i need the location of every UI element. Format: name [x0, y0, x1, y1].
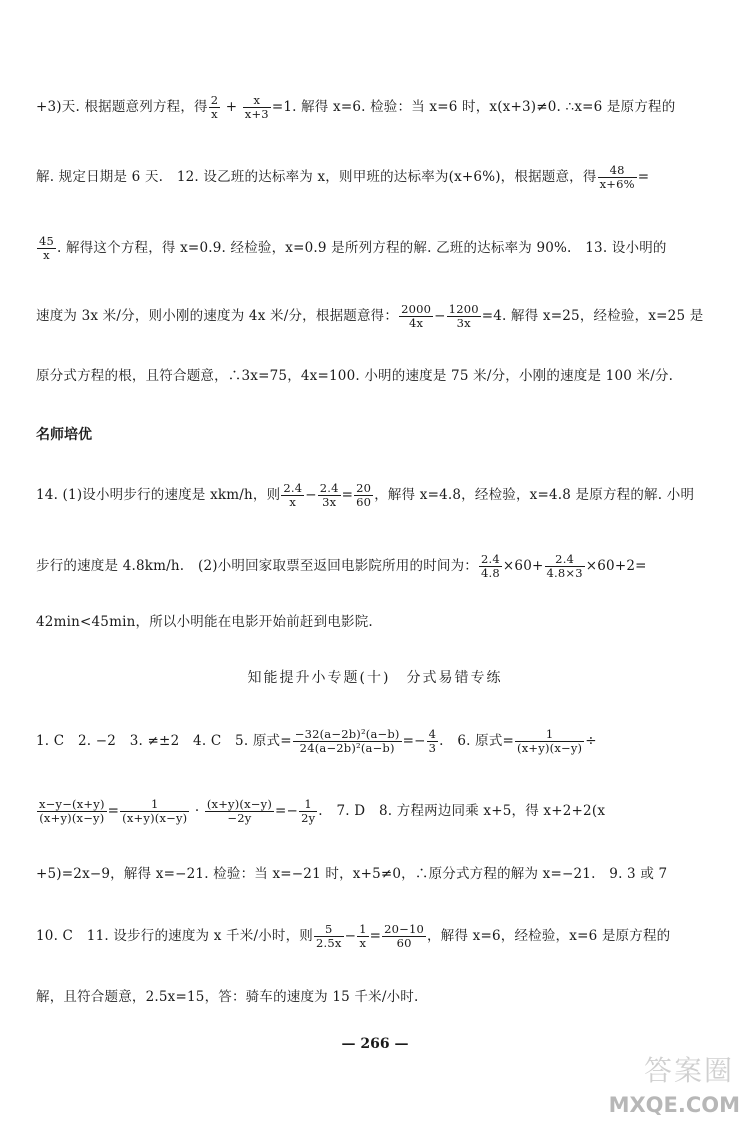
text-segment: 14. (1)设小明步行的速度是 xkm/h，则: [36, 487, 281, 503]
text-line-6: [36, 482, 716, 509]
text-segment: ×60+: [502, 558, 544, 574]
fraction: [399, 303, 433, 330]
text-segment: −: [434, 308, 446, 324]
fraction-numerator: 1: [515, 728, 584, 742]
fraction: [37, 235, 56, 262]
fraction-numerator: 2.4: [545, 553, 585, 567]
text-line-5: [36, 366, 716, 386]
fraction: [209, 94, 221, 121]
topic-title: 知能提升小专题(十) 分式易错专练: [247, 670, 503, 686]
fraction: [293, 728, 402, 755]
text-segment: ÷: [585, 733, 597, 749]
text-segment: ×60+2=: [585, 558, 647, 574]
fraction: [479, 553, 502, 580]
fraction-numerator: 2.4: [481, 552, 500, 566]
fraction-numerator: 45: [39, 234, 55, 248]
text-segment: +5)=2x−9，解得 x=−21. 检验：当 x=−21 时，x+5≠0，∴原分式方程的解为 x=−21. 9. 3 或 7: [36, 866, 668, 882]
text-segment: 10. C 11. 设步行的速度为 x 千米/小时，则: [36, 928, 313, 944]
fraction-denominator: (x+y)(x−y): [122, 811, 188, 825]
text-line-11: [36, 864, 716, 884]
text-line-9: [36, 728, 716, 755]
fraction-denominator: 4.8: [481, 566, 500, 580]
text-segment: . 7. D 8. 方程两边同乘 x+5，得 x+2+2(x: [318, 803, 606, 819]
text-segment: +3)天. 根据题意列方程，得: [36, 99, 208, 115]
fraction-denominator: x: [289, 495, 297, 509]
fraction-numerator: 2.4: [283, 481, 303, 495]
text-line-4: [36, 303, 716, 330]
fraction-denominator: 3x: [456, 316, 471, 330]
fraction: [37, 798, 107, 825]
fraction-numerator: 2: [210, 93, 219, 107]
fraction-denominator: x+6%: [599, 177, 635, 191]
fraction-denominator: 60: [396, 936, 412, 950]
text-line-13: [36, 987, 716, 1007]
text-segment: 解. 规定日期是 6 天. 12. 设乙班的达标率为 x，则甲班的达标率为(x+6%)，根据题意，得: [36, 169, 597, 185]
fraction-denominator: x+3: [244, 107, 269, 121]
text-segment: ·: [190, 803, 204, 819]
fraction-numerator: 5: [314, 923, 344, 937]
text-line-12: [36, 923, 716, 950]
fraction: [427, 728, 439, 755]
text-segment: ，解得 x=4.8，经检验，x=4.8 是原方程的解. 小明: [374, 487, 695, 503]
fraction: [299, 798, 317, 825]
fraction: [205, 798, 274, 825]
fraction-numerator: 20: [356, 481, 372, 495]
fraction-numerator: 1: [120, 798, 189, 812]
fraction-numerator: 20−10: [384, 922, 425, 936]
fraction: [314, 923, 344, 950]
watermark-site: MXQE.COM: [608, 1093, 740, 1117]
fraction: [598, 164, 637, 191]
text-line-1: [36, 94, 716, 121]
fraction-numerator: 4: [428, 727, 437, 741]
fraction-denominator: 3: [428, 741, 437, 755]
text-segment: . 6. 原式=: [439, 733, 515, 749]
fraction-denominator: x: [211, 107, 218, 121]
fraction-denominator: (x+y)(x−y): [517, 741, 583, 755]
fraction-numerator: x: [243, 94, 271, 108]
fraction-denominator: x: [359, 936, 367, 950]
text-segment: 原分式方程的根，且符合题意，∴3x=75，4x=100. 小明的速度是 75 米/分，小刚的速度是 100 米/分.: [36, 368, 674, 384]
fraction: [357, 923, 369, 950]
fraction-denominator: x: [43, 248, 50, 262]
fraction-numerator: −32(a−2b)²(a−b): [294, 727, 400, 741]
text-segment: −: [344, 928, 357, 944]
text-segment: =: [637, 169, 650, 185]
page-number: — 266 —: [341, 1036, 409, 1052]
text-segment: . 解得这个方程，得 x=0.9. 经检验，x=0.9 是所列方程的解. 乙班的达标率为 90%. 13. 设小明的: [57, 240, 667, 256]
fraction-numerator: 2.4: [319, 481, 339, 495]
text-segment: 步行的速度是 4.8km/h. (2)小明回家取票至返回电影院所用的时间为：: [36, 558, 478, 574]
text-segment: 速度为 3x 米/分，则小刚的速度为 4x 米/分，根据题意得：: [36, 308, 399, 324]
text-segment: =: [341, 487, 354, 503]
text-line-3: [36, 235, 716, 262]
fraction-denominator: 2.5x: [316, 936, 342, 950]
section-heading: 名师培优: [36, 427, 92, 443]
fraction: [120, 798, 189, 825]
text-line-8: [36, 612, 716, 632]
fraction-denominator: 2y: [301, 811, 316, 825]
fraction: [382, 923, 426, 950]
fraction-numerator: 1200: [448, 302, 479, 316]
fraction-numerator: 48: [598, 164, 637, 178]
text-segment: −: [305, 487, 317, 503]
text-line-7: [36, 553, 716, 580]
fraction-numerator: (x+y)(x−y): [206, 797, 273, 811]
fraction-numerator: 2000: [401, 302, 432, 316]
fraction: [515, 728, 584, 755]
text-segment: =1. 解得 x=6. 检验：当 x=6 时，x(x+3)≠0. ∴x=6 是原方程的: [271, 99, 676, 115]
fraction-denominator: −2y: [227, 811, 252, 825]
fraction: [318, 482, 341, 509]
fraction-denominator: 4.8×3: [546, 566, 583, 580]
fraction: [447, 303, 481, 330]
fraction-denominator: 4x: [409, 316, 424, 330]
text-segment: 42min<45min，所以小明能在电影开始前赶到电影院.: [36, 614, 373, 630]
fraction: [354, 482, 373, 509]
fraction: [545, 553, 585, 580]
text-line-2: [36, 164, 716, 191]
text-segment: =4. 解得 x=25，经检验，x=25 是: [481, 308, 704, 324]
fraction-numerator: 1: [299, 798, 317, 812]
watermark-logo: 答案圈: [643, 1054, 734, 1087]
fraction-numerator: 1: [359, 922, 367, 936]
fraction-denominator: 60: [356, 495, 372, 509]
fraction: [243, 94, 271, 121]
text-segment: 1. C 2. −2 3. ≠±2 4. C 5. 原式=: [36, 733, 292, 749]
text-segment: +: [221, 99, 242, 115]
fraction-numerator: x−y−(x+y): [39, 797, 105, 811]
fraction-denominator: 24(a−2b)²(a−b): [299, 741, 395, 755]
text-segment: 解，且符合题意，2.5x=15，答：骑车的速度为 15 千米/小时.: [36, 989, 419, 1005]
text-segment: =: [107, 803, 120, 819]
text-segment: =−: [275, 803, 299, 819]
fraction: [281, 482, 304, 509]
fraction-denominator: 3x: [322, 495, 337, 509]
text-line-10: [36, 798, 716, 825]
text-segment: =−: [402, 733, 426, 749]
fraction-denominator: (x+y)(x−y): [39, 811, 105, 825]
text-segment: ，解得 x=6，经检验，x=6 是原方程的: [427, 928, 671, 944]
text-segment: =: [369, 928, 382, 944]
